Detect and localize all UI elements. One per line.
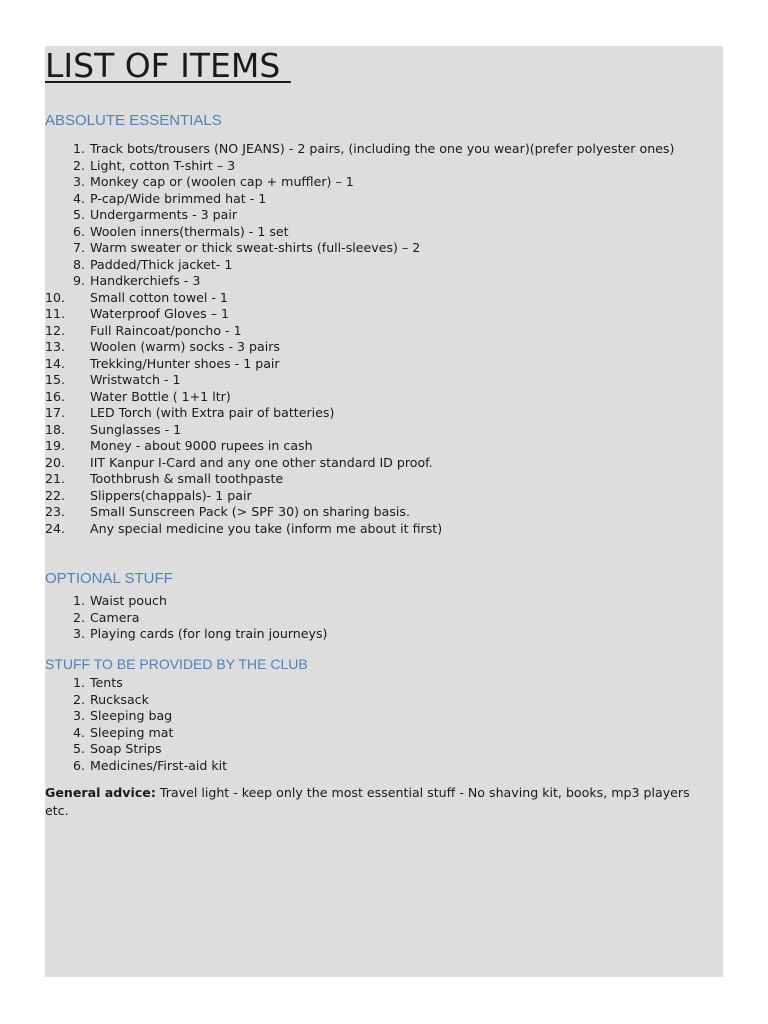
list-item-number: 23. [45, 504, 66, 519]
list-item-text: IIT Kanpur I-Card and any one other standard ID proof. [90, 454, 433, 470]
list-item [45, 273, 705, 290]
list-item-text: Sleeping mat [90, 724, 174, 740]
list-item-number: 2. [72, 691, 85, 707]
list-item [45, 593, 705, 610]
list-item [45, 438, 705, 455]
list-item [45, 504, 705, 521]
list-item-text: Rucksack [90, 691, 149, 707]
list-item [45, 708, 705, 725]
list-item-text: Small cotton towel - 1 [90, 289, 228, 305]
list-item [45, 488, 705, 505]
list-item [45, 240, 705, 257]
list-item-number: 17. [45, 405, 66, 420]
list-item-number: 24. [45, 520, 66, 536]
list-item-text: Waterproof Gloves – 1 [90, 306, 230, 321]
list-item-number: 4. [72, 190, 85, 206]
list-item [45, 141, 705, 158]
list-item-text: Small Sunscreen Pack (> SPF 30) on sharing basis. [90, 504, 410, 519]
list-item-number: 12. [45, 322, 66, 338]
list-item [45, 191, 705, 208]
list-item [45, 675, 705, 692]
list-item-number: 3. [72, 174, 85, 189]
list-item [45, 758, 705, 775]
list-item-text: LED Torch (with Extra pair of batteries) [90, 405, 335, 420]
list-item-text: Trekking/Hunter shoes - 1 pair [90, 355, 280, 371]
list-item-number: 10. [45, 289, 66, 305]
list-item [45, 389, 705, 406]
list-item-text: Camera [90, 609, 140, 625]
list-item-text: Water Bottle ( 1+1 ltr) [90, 388, 231, 404]
list-item [45, 422, 705, 439]
list-item-text: Handkerchiefs - 3 [90, 273, 201, 288]
list-item-text: Woolen (warm) socks - 3 pairs [90, 339, 280, 354]
list-item-number: 3. [72, 708, 85, 723]
list-item-text: Toothbrush & small toothpaste [90, 471, 284, 486]
list-item-number: 18. [45, 421, 66, 437]
list-item [45, 306, 705, 323]
list-item-number: 4. [72, 724, 85, 740]
list-item [45, 471, 705, 488]
list-item-text: Light, cotton T-shirt – 3 [90, 157, 236, 173]
list-item-number: 1. [72, 593, 85, 608]
list-item [45, 626, 705, 643]
section-heading-optional: OPTIONAL STUFF [45, 570, 173, 587]
list-item [45, 174, 705, 191]
list-item [45, 339, 705, 356]
essentials-list [45, 141, 705, 537]
list-item-text: Woolen inners(thermals) - 1 set [90, 223, 289, 239]
list-item [45, 455, 705, 472]
list-item-number: 1. [72, 675, 85, 690]
list-item-text: Sunglasses - 1 [90, 421, 182, 437]
list-item-text: Tents [90, 675, 123, 690]
list-item [45, 207, 705, 224]
general-advice [45, 784, 715, 820]
list-item-number: 21. [45, 471, 66, 486]
list-item-number: 6. [72, 223, 85, 239]
list-item-number: 14. [45, 355, 66, 371]
list-item [45, 521, 705, 538]
list-item-number: 1. [72, 141, 85, 156]
list-item [45, 692, 705, 709]
list-item-text: Monkey cap or (woolen cap + muffler) – 1 [90, 174, 354, 189]
list-item-number: 19. [45, 438, 66, 453]
list-item-number: 7. [72, 240, 85, 255]
list-item-text: Warm sweater or thick sweat-shirts (full-sleeves) – 2 [90, 240, 421, 255]
list-item [45, 224, 705, 241]
section-heading-essentials: ABSOLUTE ESSENTIALS [45, 112, 222, 129]
list-item-text: Playing cards (for long train journeys) [90, 626, 328, 641]
list-item-number: 13. [45, 339, 66, 354]
list-item [45, 610, 705, 627]
list-item [45, 290, 705, 307]
list-item-text: P-cap/Wide brimmed hat - 1 [90, 190, 267, 206]
list-item [45, 741, 705, 758]
list-item-number: 15. [45, 372, 66, 387]
list-item-text: Undergarments - 3 pair [90, 207, 238, 222]
list-item-number: 3. [72, 626, 85, 641]
list-item-text: Waist pouch [90, 593, 167, 608]
list-item-number: 20. [45, 454, 66, 470]
list-item-text: Money - about 9000 rupees in cash [90, 438, 313, 453]
list-item [45, 356, 705, 373]
list-item-number: 5. [72, 207, 85, 222]
list-item [45, 405, 705, 422]
list-item-text: Track bots/trousers (NO JEANS) - 2 pairs, (including the one you wear)(prefer polyester ones) [90, 141, 675, 156]
list-item-text: Soap Strips [90, 741, 162, 756]
advice-label: General advice: [45, 785, 156, 800]
list-item [45, 372, 705, 389]
section-heading-club: STUFF TO BE PROVIDED BY THE CLUB [45, 656, 308, 672]
list-item-text: Slippers(chappals)- 1 pair [90, 487, 252, 503]
list-item-text: Full Raincoat/poncho - 1 [90, 322, 242, 338]
document-page [45, 46, 723, 977]
list-item-number: 8. [72, 256, 85, 272]
list-item-number: 5. [72, 741, 85, 756]
list-item [45, 158, 705, 175]
list-item-text: Padded/Thick jacket- 1 [90, 256, 233, 272]
list-item-number: 6. [72, 757, 85, 773]
list-item-number: 9. [72, 273, 85, 288]
list-item-text: Sleeping bag [90, 708, 173, 723]
list-item-number: 2. [72, 157, 85, 173]
list-item [45, 323, 705, 340]
list-item-text: Wristwatch - 1 [90, 372, 181, 387]
optional-list [45, 593, 705, 643]
list-item-number: 16. [45, 388, 66, 404]
club-list [45, 675, 705, 774]
list-item-number: 22. [45, 487, 66, 503]
list-item-number: 2. [72, 609, 85, 625]
list-item-text: Medicines/First-aid kit [90, 757, 228, 773]
list-item-text: Any special medicine you take (inform me about it first) [90, 520, 443, 536]
list-item [45, 257, 705, 274]
advice-text: Travel light - keep only the most essential stuff - No shaving kit, books, mp3 players etc. [45, 785, 690, 818]
list-item-number: 11. [45, 306, 66, 321]
list-item [45, 725, 705, 742]
page-title: LIST OF ITEMS [45, 46, 291, 85]
